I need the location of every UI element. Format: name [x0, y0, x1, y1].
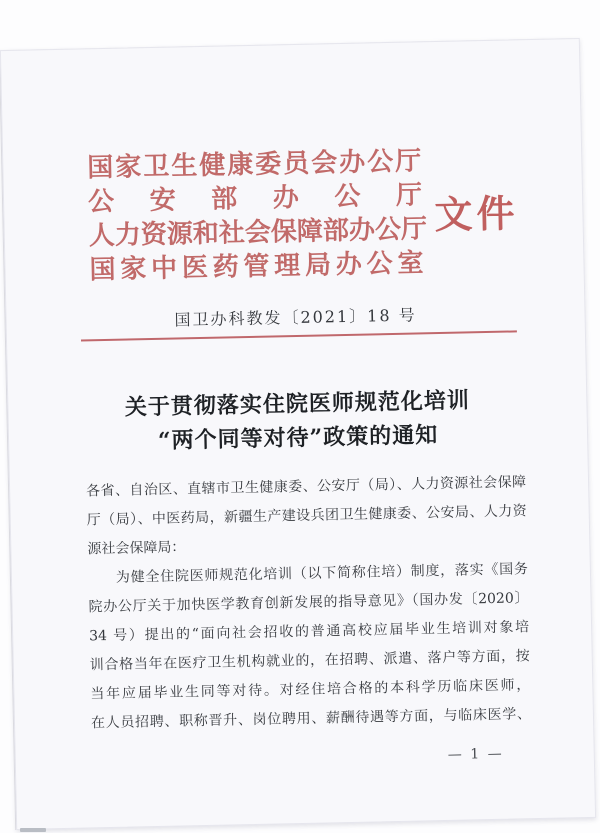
doc-number: 国卫办科教发〔2021〕18 号 [174, 305, 417, 330]
body-line: 34 号）提出的“面向社会招收的普通高校应届毕业生培训对象培 [89, 619, 530, 645]
body-line: 为健全住院医师规范化培训（以下简称住培）制度，落实《国务 [115, 561, 529, 586]
letterhead-org-line-1: 国 家 卫 生 健 康 委 员 会 办 公 厅 [87, 146, 422, 184]
red-divider-rule [81, 330, 517, 341]
body-line: 各省、自治区、直辖市卫生健康委、公安厅（局）、人力资源社会保障 [85, 474, 527, 500]
body-line: 在人员招聘、职称晋升、岗位聘用、薪酬待遇等方面，与临床医学、 [90, 706, 532, 732]
body-line: 厅（局）、中医药局，新疆生产建设兵团卫生健康委、公安局、人力资 [86, 503, 527, 529]
body-line: 训合格当年在医疗卫生机构就业的，在招聘、派遣、落户等方面，按 [89, 648, 530, 674]
letterhead-org-line-3: 人 力 资 源 和 社 会 保 障 部 办 公 厅 [88, 214, 428, 252]
letterhead-org-line-2: 公 安 部 办 公 厅 [87, 180, 423, 218]
document-page [0, 38, 596, 830]
title-line-2: “两个同等对待”政策的通知 [157, 422, 439, 454]
page-number: — 1 — [447, 745, 504, 763]
body-line: 院办公厅关于加快医学教育创新发展的指导意见》（国办发〔2020〕 [88, 590, 529, 616]
scan-artifact [20, 828, 46, 832]
document-body [86, 468, 531, 738]
letterhead [87, 144, 428, 287]
letterhead-doc-type-label: 文件 [433, 190, 519, 238]
letterhead-org-line-4: 国 家 中 医 药 管 理 局 办 公 室 [89, 248, 424, 286]
body-line: 当年应届毕业生同等对待。对经住培合格的本科学历临床医师， [90, 677, 531, 703]
title-line-1: 关于贯彻落实住院医师规范化培训 [124, 387, 471, 421]
document-title [8, 381, 587, 461]
body-line: 源社会保障局： [87, 539, 186, 558]
